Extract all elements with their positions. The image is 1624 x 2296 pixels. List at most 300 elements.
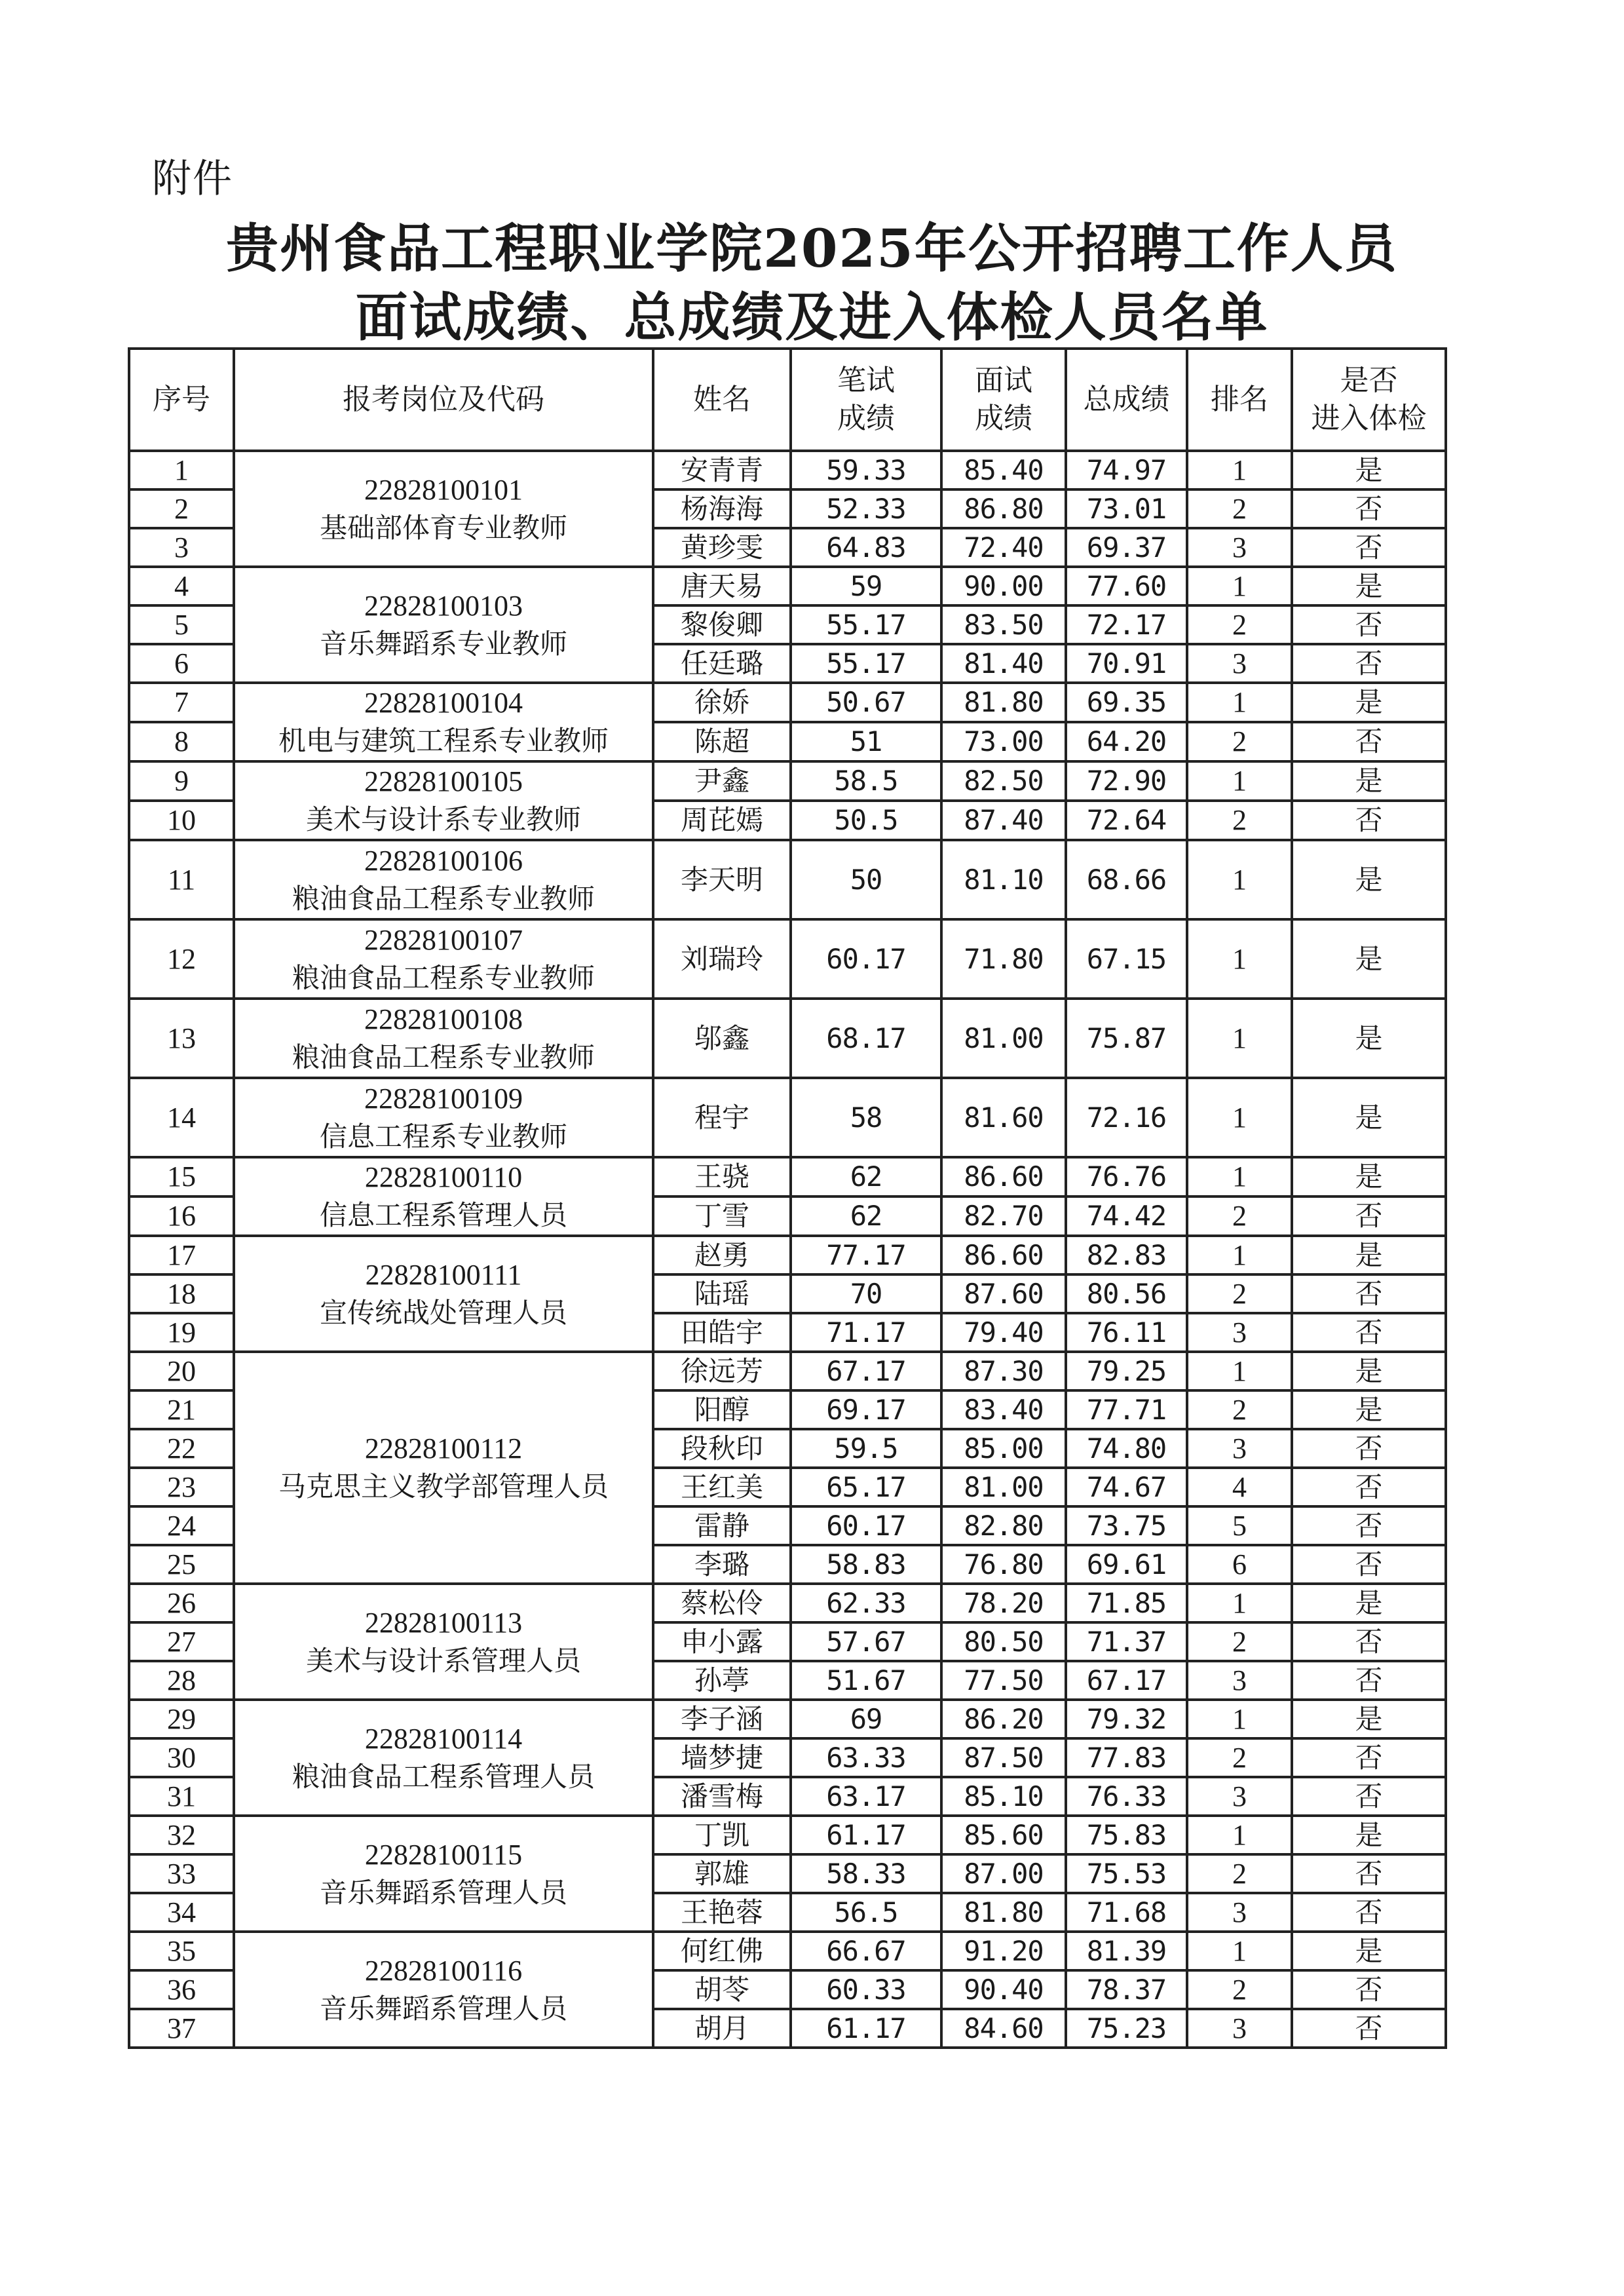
cell-physical-exam: 是 — [1292, 1236, 1446, 1274]
cell-name: 刘瑞玲 — [653, 919, 791, 999]
cell-total-score: 72.64 — [1066, 801, 1187, 840]
cell-seq: 3 — [129, 528, 234, 567]
cell-interview-score: 90.40 — [941, 1970, 1066, 2009]
table-row — [129, 999, 1446, 1078]
cell-total-score: 75.53 — [1066, 1854, 1187, 1893]
cell-name: 李天明 — [653, 840, 791, 919]
cell-seq: 4 — [129, 567, 234, 605]
cell-physical-exam: 是 — [1292, 1932, 1446, 1970]
cell-name: 段秋印 — [653, 1429, 791, 1468]
position-code: 22828100109 — [364, 1082, 523, 1115]
header-written-l1: 笔试 — [837, 364, 895, 397]
cell-position — [234, 1078, 653, 1157]
cell-interview-score: 87.00 — [941, 1854, 1066, 1893]
table-header-row — [129, 349, 1446, 451]
cell-physical-exam: 是 — [1292, 451, 1446, 489]
table-row — [129, 683, 1446, 722]
position-title: 音乐舞蹈系管理人员 — [319, 1876, 567, 1909]
cell-physical-exam: 是 — [1292, 1352, 1446, 1390]
cell-total-score: 81.39 — [1066, 1932, 1187, 1970]
position-code: 22828100106 — [364, 844, 523, 877]
cell-rank: 1 — [1187, 840, 1292, 919]
cell-written-score: 58.83 — [791, 1545, 941, 1584]
document-title-line1: 贵州食品工程职业学院2025年公开招聘工作人员 — [226, 218, 1398, 279]
cell-position — [234, 1584, 653, 1700]
cell-rank: 1 — [1187, 683, 1292, 722]
cell-seq: 21 — [129, 1390, 234, 1429]
cell-total-score: 67.15 — [1066, 919, 1187, 999]
cell-position — [234, 1932, 653, 2048]
cell-name: 陈超 — [653, 722, 791, 761]
cell-total-score: 74.97 — [1066, 451, 1187, 489]
cell-written-score: 59 — [791, 567, 941, 605]
cell-interview-score: 85.40 — [941, 451, 1066, 489]
table-row — [129, 1584, 1446, 1622]
cell-name: 任廷璐 — [653, 644, 791, 683]
cell-interview-score: 81.00 — [941, 999, 1066, 1078]
cell-total-score: 77.60 — [1066, 567, 1187, 605]
header-exam-l2: 进入体检 — [1311, 402, 1427, 435]
cell-name: 黄珍雯 — [653, 528, 791, 567]
cell-rank: 1 — [1187, 1078, 1292, 1157]
position-code: 22828100105 — [364, 765, 523, 797]
cell-rank: 3 — [1187, 644, 1292, 683]
cell-total-score: 72.90 — [1066, 761, 1187, 801]
cell-written-score: 65.17 — [791, 1468, 941, 1506]
cell-interview-score: 80.50 — [941, 1622, 1066, 1661]
cell-written-score: 62 — [791, 1157, 941, 1196]
cell-seq: 32 — [129, 1816, 234, 1854]
cell-interview-score: 71.80 — [941, 919, 1066, 999]
table-row — [129, 1932, 1446, 1970]
cell-seq: 6 — [129, 644, 234, 683]
position-code: 22828100115 — [364, 1838, 523, 1871]
header-rank: 排名 — [1187, 349, 1292, 451]
header-interview-l1: 面试 — [975, 364, 1032, 397]
cell-interview-score: 79.40 — [941, 1313, 1066, 1352]
position-title: 马克思主义教学部管理人员 — [278, 1470, 609, 1502]
cell-written-score: 58.33 — [791, 1854, 941, 1893]
cell-seq: 17 — [129, 1236, 234, 1274]
cell-written-score: 50.5 — [791, 801, 941, 840]
cell-total-score: 74.42 — [1066, 1196, 1187, 1236]
cell-total-score: 73.75 — [1066, 1506, 1187, 1545]
cell-total-score: 69.35 — [1066, 683, 1187, 722]
table-row — [129, 451, 1446, 489]
cell-interview-score: 73.00 — [941, 722, 1066, 761]
cell-seq: 18 — [129, 1274, 234, 1313]
cell-rank: 4 — [1187, 1468, 1292, 1506]
position-title: 美术与设计系专业教师 — [305, 803, 581, 835]
cell-rank: 1 — [1187, 1352, 1292, 1390]
cell-physical-exam: 是 — [1292, 1078, 1446, 1157]
cell-rank: 1 — [1187, 1157, 1292, 1196]
cell-position — [234, 1352, 653, 1584]
cell-seq: 28 — [129, 1661, 234, 1700]
cell-physical-exam: 是 — [1292, 683, 1446, 722]
cell-interview-score: 84.60 — [941, 2009, 1066, 2048]
cell-seq: 10 — [129, 801, 234, 840]
cell-name: 何红佛 — [653, 1932, 791, 1970]
cell-total-score: 72.16 — [1066, 1078, 1187, 1157]
cell-interview-score: 86.60 — [941, 1157, 1066, 1196]
cell-name: 赵勇 — [653, 1236, 791, 1274]
cell-total-score: 70.91 — [1066, 644, 1187, 683]
cell-name: 陆瑶 — [653, 1274, 791, 1313]
cell-written-score: 55.17 — [791, 605, 941, 644]
cell-name: 邬鑫 — [653, 999, 791, 1078]
cell-seq: 20 — [129, 1352, 234, 1390]
cell-total-score: 75.87 — [1066, 999, 1187, 1078]
cell-name: 王艳蓉 — [653, 1893, 791, 1932]
cell-physical-exam: 是 — [1292, 1157, 1446, 1196]
cell-interview-score: 81.60 — [941, 1078, 1066, 1157]
position-title: 粮油食品工程系专业教师 — [292, 961, 595, 994]
cell-seq: 30 — [129, 1738, 234, 1777]
cell-rank: 3 — [1187, 2009, 1292, 2048]
cell-written-score: 51.67 — [791, 1661, 941, 1700]
cell-name: 蔡松伶 — [653, 1584, 791, 1622]
cell-written-score: 51 — [791, 722, 941, 761]
cell-physical-exam: 否 — [1292, 1429, 1446, 1468]
cell-physical-exam: 否 — [1292, 801, 1446, 840]
cell-physical-exam: 否 — [1292, 1506, 1446, 1545]
header-interview-score — [941, 349, 1066, 451]
position-title: 音乐舞蹈系管理人员 — [319, 1992, 567, 2025]
cell-physical-exam: 否 — [1292, 722, 1446, 761]
cell-name: 李璐 — [653, 1545, 791, 1584]
cell-written-score: 52.33 — [791, 489, 941, 528]
cell-name: 阳醇 — [653, 1390, 791, 1429]
cell-physical-exam: 否 — [1292, 1468, 1446, 1506]
cell-physical-exam: 否 — [1292, 644, 1446, 683]
cell-seq: 13 — [129, 999, 234, 1078]
position-code: 22828100104 — [364, 687, 523, 719]
position-code: 22828100108 — [364, 1003, 523, 1035]
cell-seq: 25 — [129, 1545, 234, 1584]
cell-physical-exam: 是 — [1292, 1816, 1446, 1854]
header-total-score: 总成绩 — [1066, 349, 1187, 451]
cell-total-score: 79.32 — [1066, 1700, 1187, 1738]
cell-rank: 2 — [1187, 1274, 1292, 1313]
cell-interview-score: 86.80 — [941, 489, 1066, 528]
cell-written-score: 50.67 — [791, 683, 941, 722]
cell-seq: 15 — [129, 1157, 234, 1196]
cell-interview-score: 72.40 — [941, 528, 1066, 567]
cell-written-score: 58 — [791, 1078, 941, 1157]
header-interview-l2: 成绩 — [975, 402, 1032, 435]
position-code: 22828100110 — [364, 1161, 523, 1193]
cell-physical-exam: 否 — [1292, 1893, 1446, 1932]
position-title: 音乐舞蹈系专业教师 — [319, 627, 567, 660]
cell-total-score: 77.83 — [1066, 1738, 1187, 1777]
cell-seq: 12 — [129, 919, 234, 999]
position-title: 粮油食品工程系管理人员 — [292, 1760, 595, 1793]
cell-written-score: 66.67 — [791, 1932, 941, 1970]
cell-rank: 1 — [1187, 999, 1292, 1078]
cell-interview-score: 81.10 — [941, 840, 1066, 919]
cell-physical-exam: 否 — [1292, 1622, 1446, 1661]
cell-rank: 6 — [1187, 1545, 1292, 1584]
table-row — [129, 1700, 1446, 1738]
cell-seq: 36 — [129, 1970, 234, 2009]
cell-written-score: 64.83 — [791, 528, 941, 567]
cell-seq: 5 — [129, 605, 234, 644]
cell-total-score: 73.01 — [1066, 489, 1187, 528]
cell-seq: 27 — [129, 1622, 234, 1661]
header-name: 姓名 — [653, 349, 791, 451]
cell-written-score: 62.33 — [791, 1584, 941, 1622]
position-title: 宣传统战处管理人员 — [319, 1296, 567, 1329]
cell-position — [234, 567, 653, 683]
position-code: 22828100114 — [364, 1722, 523, 1755]
cell-name: 丁凯 — [653, 1816, 791, 1854]
cell-written-score: 59.33 — [791, 451, 941, 489]
position-title: 信息工程系管理人员 — [319, 1199, 567, 1231]
cell-physical-exam: 是 — [1292, 919, 1446, 999]
header-exam-l1: 是否 — [1340, 364, 1398, 397]
cell-total-score: 74.67 — [1066, 1468, 1187, 1506]
cell-written-score: 56.5 — [791, 1893, 941, 1932]
cell-written-score: 61.17 — [791, 2009, 941, 2048]
cell-rank: 2 — [1187, 801, 1292, 840]
cell-name: 安青青 — [653, 451, 791, 489]
cell-seq: 1 — [129, 451, 234, 489]
cell-rank: 1 — [1187, 1816, 1292, 1854]
cell-physical-exam: 否 — [1292, 1545, 1446, 1584]
cell-rank: 3 — [1187, 1429, 1292, 1468]
position-title: 机电与建筑工程系专业教师 — [278, 725, 609, 757]
table-row — [129, 1816, 1446, 1854]
position-code: 22828100111 — [365, 1258, 522, 1291]
cell-seq: 26 — [129, 1584, 234, 1622]
header-written-score — [791, 349, 941, 451]
cell-interview-score: 83.50 — [941, 605, 1066, 644]
table-row — [129, 1157, 1446, 1196]
cell-rank: 2 — [1187, 1196, 1292, 1236]
cell-interview-score: 85.10 — [941, 1777, 1066, 1816]
cell-written-score: 69.17 — [791, 1390, 941, 1429]
table-body — [129, 451, 1446, 2048]
cell-rank: 1 — [1187, 1700, 1292, 1738]
cell-physical-exam: 是 — [1292, 1390, 1446, 1429]
cell-name: 李子涵 — [653, 1700, 791, 1738]
cell-seq: 29 — [129, 1700, 234, 1738]
position-title: 粮油食品工程系专业教师 — [292, 882, 595, 915]
cell-seq: 24 — [129, 1506, 234, 1545]
document-title-line2: 面试成绩、总成绩及进入体检人员名单 — [355, 286, 1269, 348]
cell-total-score: 74.80 — [1066, 1429, 1187, 1468]
cell-position — [234, 683, 653, 761]
position-code: 22828100103 — [364, 589, 523, 622]
position-code: 22828100112 — [364, 1432, 523, 1464]
cell-total-score: 77.71 — [1066, 1390, 1187, 1429]
cell-total-score: 68.66 — [1066, 840, 1187, 919]
cell-position — [234, 1700, 653, 1816]
position-title: 美术与设计系管理人员 — [305, 1644, 581, 1677]
cell-seq: 7 — [129, 683, 234, 722]
position-title: 信息工程系专业教师 — [319, 1120, 567, 1153]
cell-name: 郭雄 — [653, 1854, 791, 1893]
cell-total-score: 64.20 — [1066, 722, 1187, 761]
cell-name: 丁雪 — [653, 1196, 791, 1236]
cell-seq: 31 — [129, 1777, 234, 1816]
cell-interview-score: 87.30 — [941, 1352, 1066, 1390]
cell-interview-score: 76.80 — [941, 1545, 1066, 1584]
cell-total-score: 72.17 — [1066, 605, 1187, 644]
cell-rank: 2 — [1187, 1390, 1292, 1429]
cell-interview-score: 82.50 — [941, 761, 1066, 801]
cell-position — [234, 1157, 653, 1236]
cell-total-score: 82.83 — [1066, 1236, 1187, 1274]
cell-name: 尹鑫 — [653, 761, 791, 801]
table-row — [129, 1078, 1446, 1157]
cell-written-score: 57.67 — [791, 1622, 941, 1661]
table-row — [129, 840, 1446, 919]
cell-name: 申小露 — [653, 1622, 791, 1661]
position-code: 22828100113 — [364, 1606, 523, 1639]
table-row — [129, 567, 1446, 605]
cell-total-score: 76.33 — [1066, 1777, 1187, 1816]
cell-written-score: 60.17 — [791, 1506, 941, 1545]
cell-interview-score: 90.00 — [941, 567, 1066, 605]
cell-position — [234, 840, 653, 919]
header-physical-exam — [1292, 349, 1446, 451]
cell-seq: 22 — [129, 1429, 234, 1468]
cell-position — [234, 451, 653, 567]
cell-name: 徐娇 — [653, 683, 791, 722]
cell-physical-exam: 否 — [1292, 489, 1446, 528]
cell-interview-score: 86.20 — [941, 1700, 1066, 1738]
cell-total-score: 71.37 — [1066, 1622, 1187, 1661]
cell-seq: 2 — [129, 489, 234, 528]
cell-position — [234, 761, 653, 840]
cell-position — [234, 1236, 653, 1352]
position-title: 基础部体育专业教师 — [319, 511, 567, 544]
cell-rank: 3 — [1187, 1893, 1292, 1932]
cell-rank: 1 — [1187, 1932, 1292, 1970]
cell-total-score: 69.61 — [1066, 1545, 1187, 1584]
cell-physical-exam: 否 — [1292, 1738, 1446, 1777]
cell-seq: 9 — [129, 761, 234, 801]
cell-physical-exam: 是 — [1292, 840, 1446, 919]
cell-rank: 3 — [1187, 528, 1292, 567]
cell-name: 胡苓 — [653, 1970, 791, 2009]
cell-name: 黎俊卿 — [653, 605, 791, 644]
cell-interview-score: 81.00 — [941, 1468, 1066, 1506]
cell-rank: 2 — [1187, 1738, 1292, 1777]
position-code: 22828100107 — [364, 923, 523, 956]
cell-interview-score: 77.50 — [941, 1661, 1066, 1700]
cell-name: 程宇 — [653, 1078, 791, 1157]
cell-position — [234, 999, 653, 1078]
cell-physical-exam: 是 — [1292, 1584, 1446, 1622]
cell-written-score: 67.17 — [791, 1352, 941, 1390]
cell-rank: 1 — [1187, 1584, 1292, 1622]
cell-rank: 1 — [1187, 761, 1292, 801]
table-row — [129, 761, 1446, 801]
cell-interview-score: 87.40 — [941, 801, 1066, 840]
cell-written-score: 63.17 — [791, 1777, 941, 1816]
cell-written-score: 61.17 — [791, 1816, 941, 1854]
cell-written-score: 69 — [791, 1700, 941, 1738]
cell-rank: 1 — [1187, 1236, 1292, 1274]
cell-seq: 23 — [129, 1468, 234, 1506]
cell-rank: 2 — [1187, 1622, 1292, 1661]
cell-interview-score: 85.00 — [941, 1429, 1066, 1468]
cell-interview-score: 81.40 — [941, 644, 1066, 683]
position-code: 22828100101 — [364, 473, 523, 506]
cell-rank: 2 — [1187, 1970, 1292, 2009]
cell-physical-exam: 否 — [1292, 1854, 1446, 1893]
position-code: 22828100116 — [364, 1954, 523, 1987]
cell-name: 王红美 — [653, 1468, 791, 1506]
cell-written-score: 58.5 — [791, 761, 941, 801]
cell-interview-score: 91.20 — [941, 1932, 1066, 1970]
cell-interview-score: 86.60 — [941, 1236, 1066, 1274]
cell-written-score: 59.5 — [791, 1429, 941, 1468]
cell-interview-score: 78.20 — [941, 1584, 1066, 1622]
cell-physical-exam: 是 — [1292, 1700, 1446, 1738]
cell-total-score: 79.25 — [1066, 1352, 1187, 1390]
cell-total-score: 76.76 — [1066, 1157, 1187, 1196]
position-title: 粮油食品工程系专业教师 — [292, 1041, 595, 1073]
cell-written-score: 68.17 — [791, 999, 941, 1078]
cell-total-score: 75.23 — [1066, 2009, 1187, 2048]
cell-total-score: 71.68 — [1066, 1893, 1187, 1932]
cell-seq: 37 — [129, 2009, 234, 2048]
cell-physical-exam: 否 — [1292, 528, 1446, 567]
cell-rank: 2 — [1187, 1854, 1292, 1893]
table-row — [129, 1236, 1446, 1274]
header-position: 报考岗位及代码 — [234, 349, 653, 451]
cell-physical-exam: 是 — [1292, 567, 1446, 605]
cell-rank: 3 — [1187, 1777, 1292, 1816]
cell-seq: 14 — [129, 1078, 234, 1157]
cell-seq: 19 — [129, 1313, 234, 1352]
cell-name: 周芘嫣 — [653, 801, 791, 840]
cell-rank: 3 — [1187, 1313, 1292, 1352]
header-written-l2: 成绩 — [837, 402, 895, 435]
cell-physical-exam: 否 — [1292, 1196, 1446, 1236]
cell-rank: 1 — [1187, 919, 1292, 999]
cell-total-score: 78.37 — [1066, 1970, 1187, 2009]
cell-position — [234, 1816, 653, 1932]
cell-seq: 35 — [129, 1932, 234, 1970]
cell-written-score: 50 — [791, 840, 941, 919]
cell-interview-score: 85.60 — [941, 1816, 1066, 1854]
table-row — [129, 1352, 1446, 1390]
cell-physical-exam: 是 — [1292, 999, 1446, 1078]
cell-interview-score: 82.80 — [941, 1506, 1066, 1545]
cell-total-score: 76.11 — [1066, 1313, 1187, 1352]
cell-written-score: 71.17 — [791, 1313, 941, 1352]
cell-name: 杨海海 — [653, 489, 791, 528]
cell-rank: 1 — [1187, 451, 1292, 489]
cell-written-score: 60.17 — [791, 919, 941, 999]
table-row — [129, 919, 1446, 999]
results-table — [128, 347, 1447, 2049]
cell-name: 孙葶 — [653, 1661, 791, 1700]
attachment-label: 附件 — [152, 156, 233, 202]
cell-interview-score: 81.80 — [941, 683, 1066, 722]
cell-name: 雷静 — [653, 1506, 791, 1545]
cell-physical-exam: 否 — [1292, 1313, 1446, 1352]
cell-name: 潘雪梅 — [653, 1777, 791, 1816]
cell-rank: 2 — [1187, 489, 1292, 528]
cell-written-score: 60.33 — [791, 1970, 941, 2009]
cell-rank: 2 — [1187, 605, 1292, 644]
